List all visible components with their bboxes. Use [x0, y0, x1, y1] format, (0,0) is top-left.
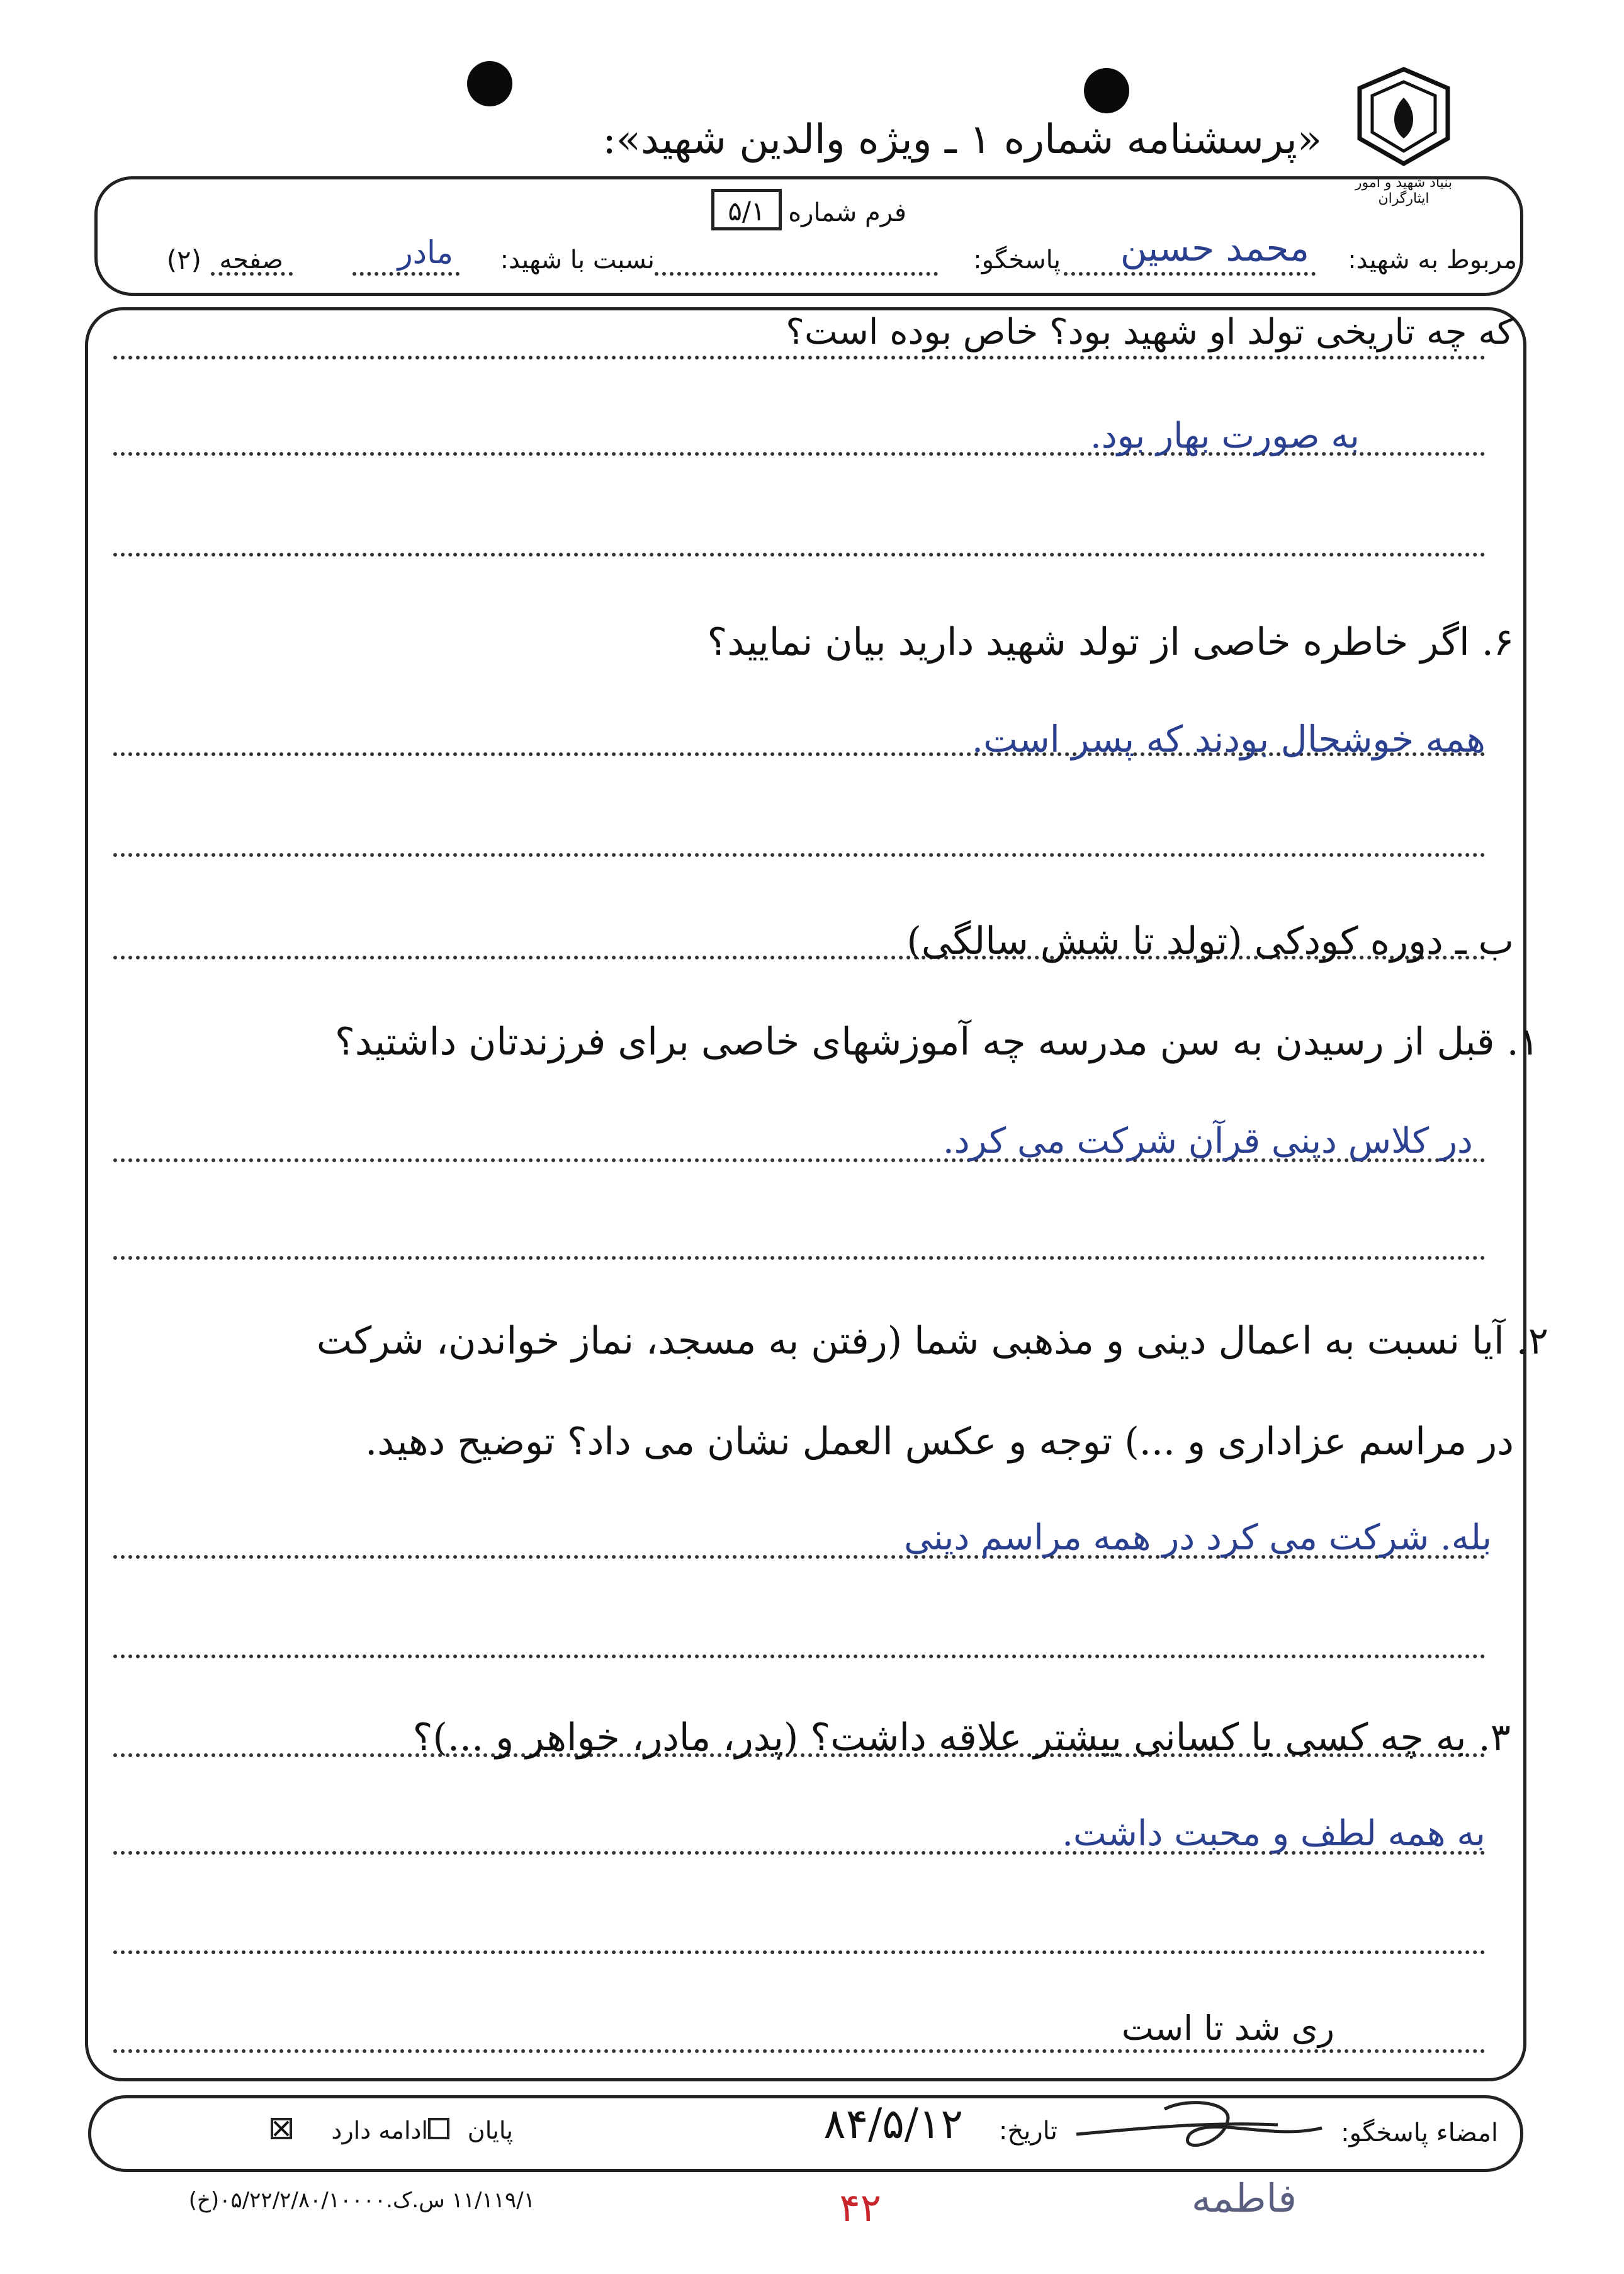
page-dots	[211, 272, 293, 276]
related-to-label: مربوط به شهید:	[1348, 246, 1517, 274]
ruled-line	[113, 1256, 1486, 1260]
question-line: ۲. آیا نسبت به اعمال دینی و مذهبی شما (رفتن به مسجد، نماز خواندن، شرکت	[316, 1319, 1548, 1363]
respondent-label: پاسخگو:	[973, 246, 1061, 274]
punch-hole-right	[1084, 68, 1129, 113]
end-checkbox[interactable]	[428, 2118, 449, 2139]
question-line: ۶. اگر خاطره خاصی از تولد شهید دارید بیان نمایید؟	[707, 620, 1514, 664]
end-label: پایان	[467, 2117, 513, 2144]
relation-value: مادر	[397, 234, 453, 271]
related-to-value: محمد حسین	[1120, 227, 1309, 269]
logo-caption: بنیاد شهید و امور ایثارگران	[1355, 175, 1453, 206]
question-line: در مراسم عزاداری و ...) توجه و عکس العمل نشان می داد؟ توضیح دهید.	[365, 1420, 1514, 1464]
check-x-icon	[273, 2120, 290, 2137]
question-line: ۳. به چه کسی یا کسانی بیشتر علاقه داشت؟ (پدر، مادر، خواهر و ...)؟	[412, 1716, 1511, 1760]
question-line: ب ـ دوره کودکی (تولد تا شش سالگی)	[906, 919, 1514, 963]
ruled-line	[113, 853, 1486, 857]
date-value: ۸۴/۵/۱۲	[823, 2100, 963, 2148]
respondent-signature: فاطمه	[1192, 2175, 1297, 2221]
form-number-label: فرم شماره	[788, 198, 906, 227]
answer-line: در کلاس دینی قرآن شرکت می کرد.	[942, 1121, 1473, 1162]
relation-dots	[352, 272, 460, 276]
signature-stroke-icon	[1070, 2084, 1334, 2172]
answer-line: به همه لطف و محبت داشت.	[1062, 1813, 1486, 1854]
form-number: ۵/۱	[728, 196, 765, 227]
answer-line: همه خوشحال بودند که پسر است.	[971, 718, 1486, 761]
question-line: ری شد تا است	[1121, 2008, 1334, 2048]
answer-line: به صورت بهار بود.	[1090, 416, 1360, 456]
ruled-line	[113, 553, 1486, 557]
date-label: تاریخ:	[998, 2117, 1057, 2146]
page-number: (۲)	[166, 244, 201, 275]
question-line: که چه تاریخی تولد او شهید بود؟ خاص بوده است؟	[786, 312, 1514, 353]
logo-emblem-icon	[1341, 63, 1467, 170]
punch-hole-left	[467, 61, 512, 106]
relation-label: نسبت با شهید:	[500, 246, 655, 274]
continues-label: ادامه دارد	[331, 2117, 428, 2144]
ruled-line	[113, 2049, 1486, 2053]
respondent-dots	[655, 272, 938, 276]
question-line: ۱. قبل از رسیدن به سن مدرسه چه آموزشهای خاصی برای فرزندتان داشتید؟	[334, 1020, 1539, 1064]
page-label: صفحه	[219, 246, 283, 274]
print-code: ۱۱/۱۱۹/۱ س.ک.۰۵/۲۲/۲/۸۰/۱۰۰۰۰(خ)	[188, 2188, 535, 2213]
ruled-line	[113, 356, 1486, 359]
ruled-line	[113, 1950, 1486, 1954]
signature-label: امضاء پاسخگو:	[1341, 2118, 1498, 2147]
related-to-dots	[1064, 272, 1316, 276]
answer-line: بله. شرکت می کرد در همه مراسم دینی	[904, 1517, 1492, 1558]
form-number-box	[711, 189, 782, 230]
signature-scribble	[1070, 2084, 1334, 2172]
questionnaire-title: «پرسشنامه شماره ۱ ـ ویژه والدین شهید»:	[602, 116, 1322, 163]
continues-checkbox[interactable]	[271, 2118, 292, 2139]
ruled-line	[113, 1655, 1486, 1658]
page-marker: ۴۲	[839, 2185, 881, 2231]
